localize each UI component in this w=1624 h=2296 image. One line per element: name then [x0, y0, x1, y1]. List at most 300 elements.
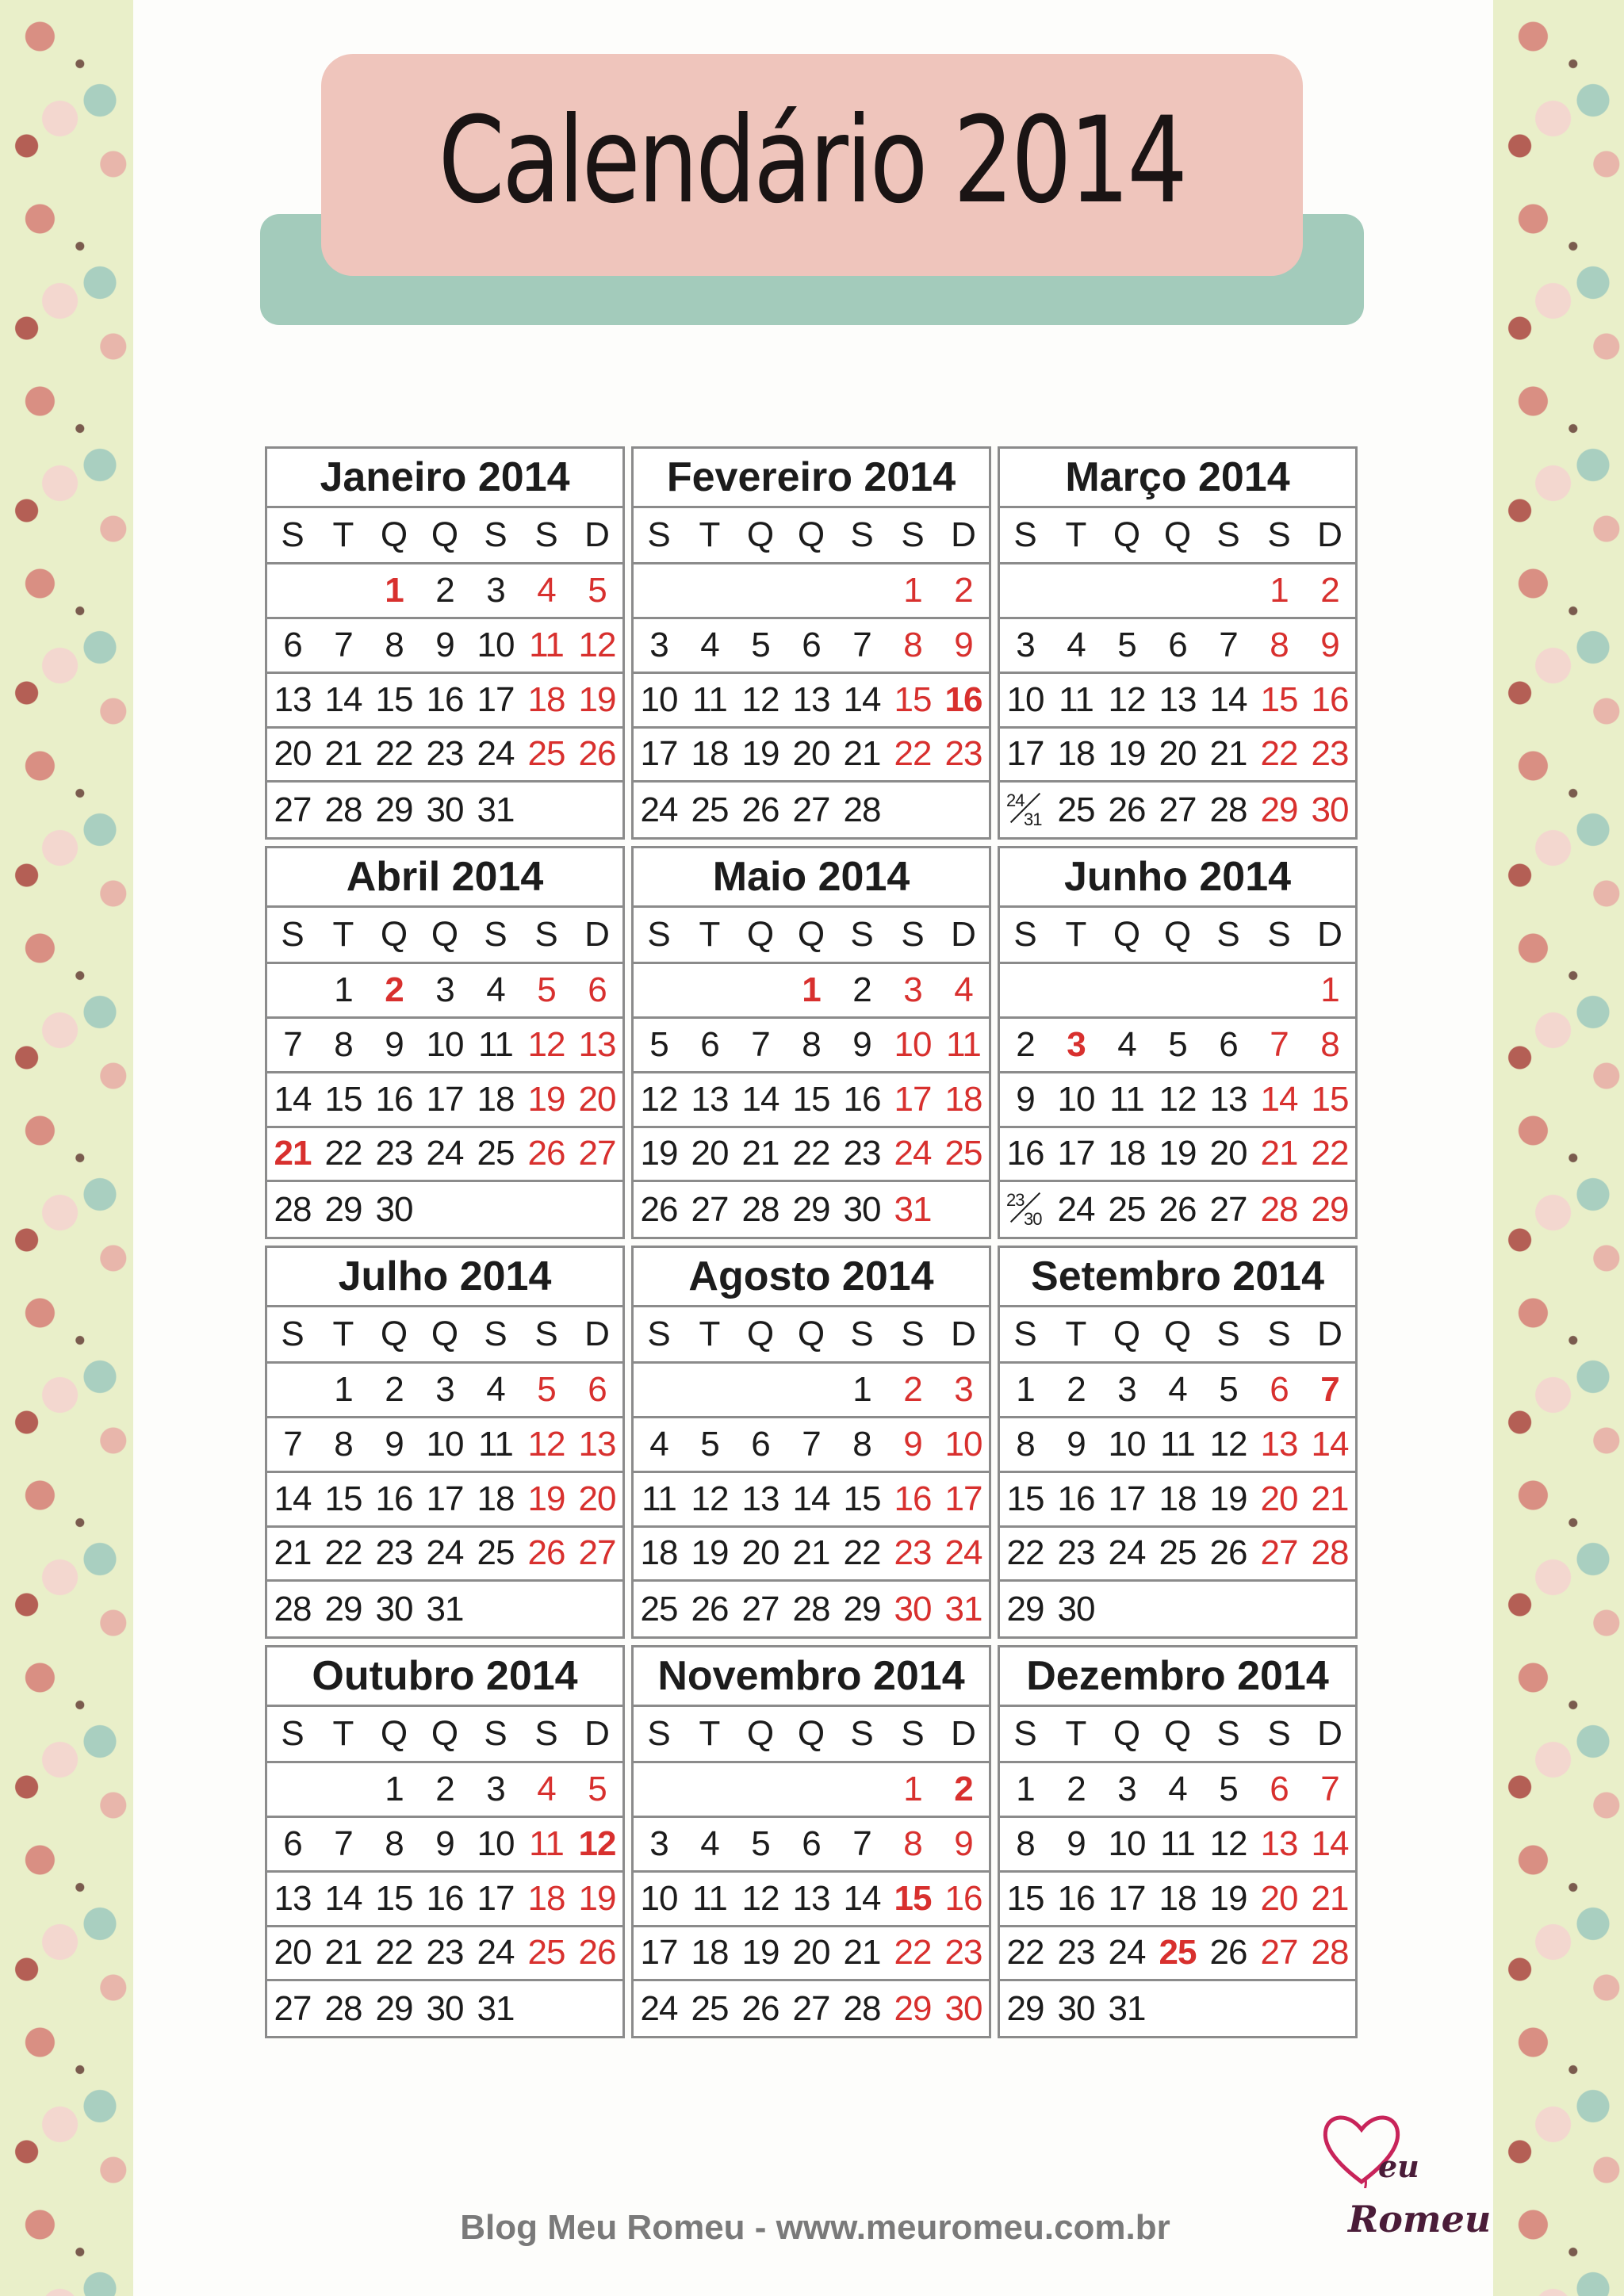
day-cell: 11	[478, 1024, 513, 1064]
day-cell: 13	[1209, 1079, 1247, 1119]
day-cell: 20	[1159, 734, 1197, 774]
day-cell: 16	[1006, 1134, 1044, 1173]
day-cell: 24	[1108, 1933, 1146, 1973]
day-cell	[634, 1364, 684, 1416]
day-cell: 1	[802, 970, 821, 1010]
day-cell: 29	[324, 1189, 362, 1229]
weekday-label: Q	[1113, 915, 1141, 955]
weekday-header	[267, 908, 622, 965]
day-cell: 5	[537, 1370, 556, 1410]
day-cell: 15	[1260, 679, 1298, 719]
day-cell: 1	[334, 970, 353, 1010]
day-cell	[735, 564, 786, 617]
day-cell: 18	[691, 734, 729, 774]
day-cell: 19	[691, 1533, 729, 1573]
split-day-top: 23	[1006, 1190, 1025, 1211]
week-row	[267, 1981, 622, 2036]
weekday-label: S	[281, 515, 304, 555]
day-cell: 13	[1159, 679, 1197, 719]
day-cell: 28	[741, 1189, 779, 1229]
week-row	[267, 564, 622, 619]
day-cell: 19	[1159, 1134, 1197, 1173]
day-cell: 20	[578, 1079, 616, 1119]
month-card	[265, 1246, 625, 1639]
day-cell: 15	[375, 679, 413, 719]
day-cell: 18	[1159, 1479, 1197, 1518]
day-cell: 23	[1057, 1933, 1095, 1973]
day-cell: 10	[1006, 679, 1044, 719]
weekday-label: D	[1317, 1714, 1342, 1754]
day-cell: 31	[894, 1189, 932, 1229]
day-cell: 30	[426, 1988, 464, 2028]
day-cell	[1152, 564, 1203, 617]
week-row	[1000, 1073, 1355, 1128]
day-cell: 23	[843, 1134, 881, 1173]
day-cell: 26	[527, 1533, 565, 1573]
day-cell	[1000, 964, 1051, 1016]
day-cell: 13	[691, 1079, 729, 1119]
day-cell: 13	[578, 1024, 616, 1064]
day-cell: 21	[1260, 1134, 1298, 1173]
day-cell: 29	[375, 790, 413, 829]
day-cell	[786, 564, 837, 617]
day-cell: 29	[843, 1589, 881, 1628]
week-row	[1000, 1128, 1355, 1183]
day-cell: 25	[1057, 790, 1095, 829]
day-cell: 5	[751, 625, 770, 664]
day-cell: 18	[477, 1479, 515, 1518]
week-row	[634, 564, 989, 619]
day-cell	[521, 783, 572, 837]
weekday-label: T	[1065, 915, 1087, 955]
day-cell: 29	[1006, 1589, 1044, 1628]
weekday-label: Q	[1113, 1714, 1141, 1754]
day-cell: 20	[1260, 1878, 1298, 1918]
day-cell: 27	[792, 1988, 830, 2028]
day-cell: 23	[426, 734, 464, 774]
day-cell: 12	[527, 1024, 565, 1064]
weekday-label: S	[484, 915, 508, 955]
day-cell: 21	[324, 734, 362, 774]
day-cell: 18	[527, 679, 565, 719]
day-cell	[572, 1582, 622, 1636]
day-cell: 26	[1108, 790, 1146, 829]
day-cell: 8	[1320, 1024, 1339, 1064]
day-cell: 3	[1016, 625, 1035, 664]
weekday-header	[267, 1707, 622, 1764]
day-cell: 30	[426, 790, 464, 829]
day-cell: 19	[741, 1933, 779, 1973]
day-cell	[1051, 964, 1101, 1016]
weekday-label: S	[281, 1714, 304, 1754]
day-cell: 28	[843, 1988, 881, 2028]
week-row	[267, 619, 622, 674]
day-cell: 30	[944, 1988, 982, 2028]
day-cell	[1000, 1182, 1051, 1237]
weekday-label: T	[332, 1714, 354, 1754]
day-cell	[267, 1364, 318, 1416]
day-cell: 7	[283, 1424, 302, 1464]
week-row	[634, 1019, 989, 1073]
week-row	[1000, 1818, 1355, 1873]
month-card	[631, 1645, 991, 2038]
day-cell: 25	[527, 1933, 565, 1973]
day-cell: 2	[1320, 571, 1339, 610]
day-cell	[419, 1182, 470, 1237]
split-day-cell	[1000, 783, 1051, 837]
day-cell: 22	[1006, 1533, 1044, 1573]
day-cell: 5	[1219, 1770, 1238, 1809]
day-cell: 16	[375, 1479, 413, 1518]
day-cell	[735, 1763, 786, 1816]
weekday-label: Q	[746, 1714, 775, 1754]
day-cell: 27	[1209, 1189, 1247, 1229]
day-cell: 5	[1117, 625, 1136, 664]
weekday-label: T	[332, 515, 354, 555]
weekday-header	[267, 508, 622, 565]
day-cell: 25	[640, 1589, 678, 1628]
day-cell: 17	[477, 679, 515, 719]
weekday-label: S	[850, 515, 874, 555]
day-cell: 12	[741, 1878, 779, 1918]
day-cell: 10	[426, 1024, 464, 1064]
weekday-label: S	[901, 915, 925, 955]
month-title: Fevereiro 2014	[634, 449, 989, 508]
day-cell: 9	[1067, 1424, 1086, 1464]
day-cell: 17	[944, 1479, 982, 1518]
day-cell	[318, 564, 369, 617]
day-cell	[1203, 1582, 1254, 1636]
day-cell: 28	[843, 790, 881, 829]
week-row	[267, 1818, 622, 1873]
day-cell: 10	[1108, 1823, 1146, 1863]
day-cell: 9	[1067, 1823, 1086, 1863]
weekday-label: S	[647, 915, 671, 955]
day-cell: 2	[903, 1370, 922, 1410]
week-row	[267, 1873, 622, 1927]
day-cell: 7	[852, 1823, 871, 1863]
day-cell	[1304, 1582, 1355, 1636]
day-cell: 26	[640, 1189, 678, 1229]
day-cell: 27	[1260, 1933, 1298, 1973]
day-cell: 13	[274, 1878, 312, 1918]
weekday-label: T	[332, 915, 354, 955]
day-cell: 26	[527, 1134, 565, 1173]
day-cell: 14	[1260, 1079, 1298, 1119]
day-cell: 16	[1311, 679, 1349, 719]
day-cell: 22	[792, 1134, 830, 1173]
day-cell: 24	[944, 1533, 982, 1573]
day-cell: 25	[1108, 1189, 1146, 1229]
day-cell	[267, 1763, 318, 1816]
weekday-label: S	[1216, 1314, 1240, 1354]
day-cell: 7	[1219, 625, 1238, 664]
day-cell: 8	[903, 625, 922, 664]
weekday-label: Q	[1163, 1314, 1192, 1354]
weekday-label: Q	[1113, 515, 1141, 555]
day-cell	[634, 564, 684, 617]
month-title: Agosto 2014	[634, 1248, 989, 1307]
week-row	[634, 1818, 989, 1873]
day-cell: 3	[486, 1770, 505, 1809]
day-cell: 27	[1260, 1533, 1298, 1573]
day-cell: 10	[426, 1424, 464, 1464]
week-row	[634, 1473, 989, 1528]
day-cell: 20	[741, 1533, 779, 1573]
day-cell: 6	[1168, 625, 1187, 664]
day-cell: 20	[578, 1479, 616, 1518]
day-cell: 4	[486, 1370, 505, 1410]
weekday-label: S	[647, 1714, 671, 1754]
week-row	[1000, 1763, 1355, 1818]
weekday-header	[634, 908, 989, 965]
logo-romeu: Romeu	[1348, 2198, 1492, 2241]
day-cell: 4	[649, 1424, 668, 1464]
week-row	[267, 1582, 622, 1636]
day-cell: 18	[691, 1933, 729, 1973]
day-cell: 6	[1270, 1770, 1289, 1809]
day-cell: 14	[1209, 679, 1247, 719]
day-cell	[938, 1182, 989, 1237]
day-cell: 20	[691, 1134, 729, 1173]
day-cell: 9	[435, 1823, 454, 1863]
weekday-label: Q	[1163, 515, 1192, 555]
day-cell: 9	[385, 1024, 404, 1064]
weekday-label: S	[1267, 1314, 1291, 1354]
day-cell: 12	[1209, 1424, 1247, 1464]
weekday-label: S	[484, 515, 508, 555]
split-day-top: 24	[1006, 790, 1025, 811]
weekday-label: T	[1065, 1314, 1087, 1354]
day-cell: 15	[324, 1479, 362, 1518]
day-cell: 1	[903, 571, 922, 610]
day-cell: 16	[944, 1878, 982, 1918]
day-cell: 7	[334, 1823, 353, 1863]
day-cell: 20	[274, 1933, 312, 1973]
day-cell: 11	[529, 625, 564, 664]
day-cell	[1000, 783, 1051, 837]
weekday-label: T	[1065, 515, 1087, 555]
week-row	[1000, 1927, 1355, 1982]
week-row	[634, 619, 989, 674]
day-cell: 18	[1108, 1134, 1146, 1173]
day-cell: 1	[1270, 571, 1289, 610]
day-cell: 8	[802, 1024, 821, 1064]
day-cell	[684, 564, 735, 617]
day-cell: 13	[274, 679, 312, 719]
week-row	[1000, 783, 1355, 837]
week-row	[634, 1763, 989, 1818]
day-cell: 26	[1159, 1189, 1197, 1229]
day-cell: 17	[894, 1079, 932, 1119]
day-cell: 24	[426, 1533, 464, 1573]
weekday-label: Q	[431, 1314, 459, 1354]
day-cell: 1	[334, 1370, 353, 1410]
day-cell: 11	[1160, 1823, 1195, 1863]
day-cell: 30	[894, 1589, 932, 1628]
day-cell: 24	[640, 790, 678, 829]
weekday-header	[634, 508, 989, 565]
week-row	[1000, 1981, 1355, 2036]
week-row	[634, 1582, 989, 1636]
day-cell	[521, 1182, 572, 1237]
day-cell: 19	[1108, 734, 1146, 774]
day-cell: 17	[426, 1079, 464, 1119]
week-row	[1000, 619, 1355, 674]
day-cell: 16	[894, 1479, 932, 1518]
day-cell: 22	[324, 1134, 362, 1173]
day-cell: 22	[894, 1933, 932, 1973]
week-row	[634, 964, 989, 1019]
weekday-header	[267, 1307, 622, 1364]
day-cell: 2	[1016, 1024, 1035, 1064]
day-cell: 23	[426, 1933, 464, 1973]
day-cell: 22	[375, 734, 413, 774]
day-cell: 21	[274, 1134, 312, 1173]
day-cell: 27	[792, 790, 830, 829]
day-cell: 26	[741, 790, 779, 829]
month-card	[265, 846, 625, 1239]
day-cell: 31	[1108, 1988, 1146, 2028]
day-cell: 4	[1117, 1024, 1136, 1064]
week-row	[1000, 1019, 1355, 1073]
day-cell: 16	[843, 1079, 881, 1119]
day-cell: 30	[1311, 790, 1349, 829]
day-cell: 29	[894, 1988, 932, 2028]
day-cell: 18	[527, 1878, 565, 1918]
day-cell: 17	[1006, 734, 1044, 774]
day-cell: 17	[477, 1878, 515, 1918]
day-cell: 21	[274, 1533, 312, 1573]
day-cell	[267, 964, 318, 1016]
week-row	[1000, 729, 1355, 783]
day-cell: 19	[1209, 1479, 1247, 1518]
day-cell: 8	[385, 625, 404, 664]
day-cell	[572, 783, 622, 837]
week-row	[634, 1927, 989, 1982]
month-card	[998, 846, 1358, 1239]
weekday-label: D	[584, 915, 610, 955]
day-cell: 3	[435, 970, 454, 1010]
day-cell: 9	[385, 1424, 404, 1464]
day-cell: 27	[691, 1189, 729, 1229]
day-cell: 19	[578, 679, 616, 719]
day-cell	[1203, 1981, 1254, 2036]
month-title: Junho 2014	[1000, 848, 1355, 908]
day-cell: 14	[792, 1479, 830, 1518]
day-cell: 22	[1260, 734, 1298, 774]
day-cell	[735, 1364, 786, 1416]
day-cell: 27	[578, 1533, 616, 1573]
day-cell: 10	[944, 1424, 982, 1464]
weekday-label: S	[1216, 915, 1240, 955]
week-row	[1000, 1182, 1355, 1237]
day-cell: 21	[1311, 1479, 1349, 1518]
day-cell: 3	[903, 970, 922, 1010]
calendar-grid	[265, 446, 1359, 2038]
day-cell: 24	[640, 1988, 678, 2028]
weekday-label: S	[647, 1314, 671, 1354]
week-row	[634, 1364, 989, 1418]
day-cell: 23	[375, 1533, 413, 1573]
decorative-border-right	[1493, 0, 1624, 2296]
weekday-label: D	[951, 515, 976, 555]
day-cell: 10	[640, 679, 678, 719]
day-cell: 23	[944, 1933, 982, 1973]
week-row	[267, 729, 622, 783]
day-cell: 11	[692, 1878, 727, 1918]
day-cell: 28	[1311, 1533, 1349, 1573]
day-cell: 18	[477, 1079, 515, 1119]
day-cell: 18	[1159, 1878, 1197, 1918]
weekday-label: S	[484, 1314, 508, 1354]
week-row	[267, 1364, 622, 1418]
month-card	[998, 1645, 1358, 2038]
day-cell: 10	[1108, 1424, 1146, 1464]
weekday-label: Q	[431, 1714, 459, 1754]
day-cell: 8	[334, 1024, 353, 1064]
day-cell: 3	[649, 1823, 668, 1863]
day-cell: 2	[954, 1770, 973, 1809]
week-row	[634, 674, 989, 729]
day-cell: 7	[334, 625, 353, 664]
day-cell	[318, 1763, 369, 1816]
day-cell	[684, 1364, 735, 1416]
day-cell: 5	[588, 1770, 607, 1809]
day-cell: 19	[640, 1134, 678, 1173]
weekday-label: S	[1216, 515, 1240, 555]
day-cell	[786, 1364, 837, 1416]
day-cell: 21	[324, 1933, 362, 1973]
split-day-bottom: 31	[1024, 809, 1042, 830]
day-cell: 28	[324, 790, 362, 829]
day-cell: 9	[1016, 1079, 1035, 1119]
day-cell: 2	[954, 571, 973, 610]
weekday-label: D	[584, 515, 610, 555]
day-cell: 26	[578, 1933, 616, 1973]
split-day-cell	[1000, 1182, 1051, 1237]
day-cell: 1	[903, 1770, 922, 1809]
weekday-header	[1000, 1707, 1355, 1764]
day-cell: 14	[843, 679, 881, 719]
day-cell: 12	[691, 1479, 729, 1518]
week-row	[1000, 1873, 1355, 1927]
weekday-label: Q	[797, 1314, 825, 1354]
day-cell: 30	[1057, 1589, 1095, 1628]
week-row	[1000, 1364, 1355, 1418]
day-cell: 11	[692, 679, 727, 719]
day-cell: 7	[751, 1024, 770, 1064]
weekday-label: D	[951, 915, 976, 955]
day-cell	[572, 1981, 622, 2036]
day-cell: 9	[435, 625, 454, 664]
day-cell: 27	[578, 1134, 616, 1173]
day-cell	[1101, 964, 1152, 1016]
day-cell: 3	[649, 625, 668, 664]
day-cell: 31	[477, 1988, 515, 2028]
day-cell: 7	[1270, 1024, 1289, 1064]
title-banner	[321, 54, 1303, 276]
day-cell: 7	[1320, 1370, 1339, 1410]
week-row	[267, 1418, 622, 1473]
month-title: Julho 2014	[267, 1248, 622, 1307]
day-cell: 29	[792, 1189, 830, 1229]
weekday-header	[1000, 908, 1355, 965]
day-cell: 7	[802, 1424, 821, 1464]
day-cell: 14	[324, 1878, 362, 1918]
day-cell: 8	[1270, 625, 1289, 664]
day-cell: 25	[477, 1134, 515, 1173]
